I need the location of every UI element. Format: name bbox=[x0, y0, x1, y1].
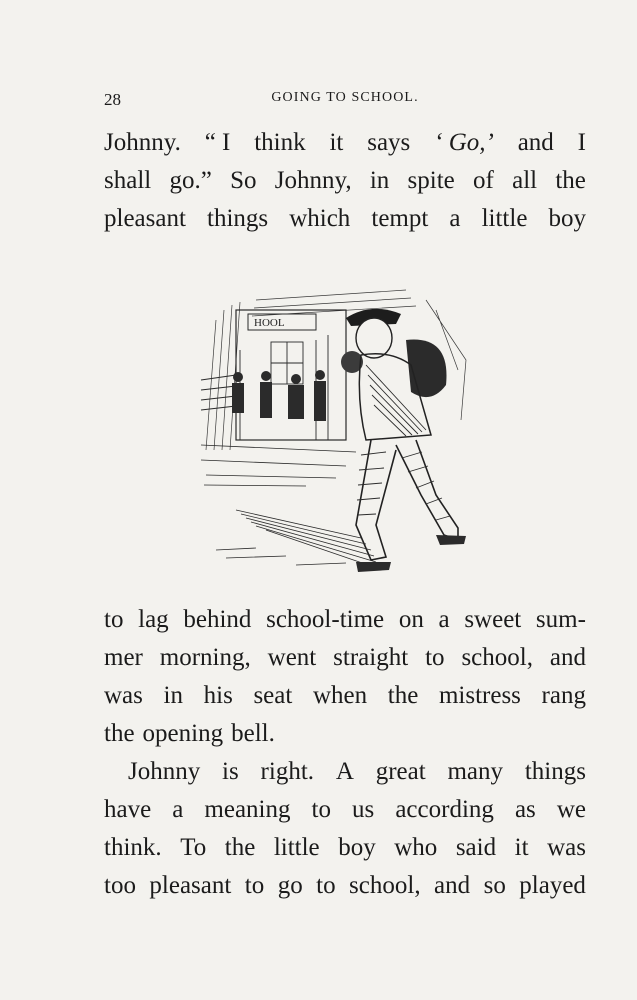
text-line: think. To the little boy who said it was bbox=[104, 834, 586, 861]
running-title: GOING TO SCHOOL. bbox=[271, 90, 419, 105]
text-line: to lag behind school-time on a sweet sum- bbox=[104, 606, 586, 633]
paragraph-bottom bbox=[104, 601, 586, 905]
page-header bbox=[104, 90, 586, 112]
text-line: shall go.” So Johnny, in spite of all the bbox=[104, 167, 586, 194]
page-number: 28 bbox=[104, 90, 121, 109]
text-line: the opening bell. bbox=[104, 720, 275, 747]
paragraph-top bbox=[104, 124, 586, 238]
text-line: pleasant things which tempt a little boy bbox=[104, 205, 586, 232]
ground bbox=[201, 445, 376, 566]
engraving-drawing bbox=[196, 280, 468, 580]
engraving-boy-going-to-school bbox=[196, 280, 468, 580]
text-line: too pleasant to go to school, and so played bbox=[104, 872, 586, 899]
children-figures bbox=[232, 370, 326, 421]
text-line: have a meaning to us according as we bbox=[104, 796, 586, 823]
text-line: mer morning, went straight to school, and bbox=[104, 644, 586, 671]
school-sign: HOOL bbox=[254, 317, 285, 329]
text-line: Johnny. “ I think it says ‘ Go,’ and I bbox=[104, 129, 586, 156]
text-line: Johnny is right. A great many things bbox=[128, 758, 586, 785]
boy-figure bbox=[341, 309, 466, 572]
text-line: was in his seat when the mistress rang bbox=[104, 682, 586, 709]
